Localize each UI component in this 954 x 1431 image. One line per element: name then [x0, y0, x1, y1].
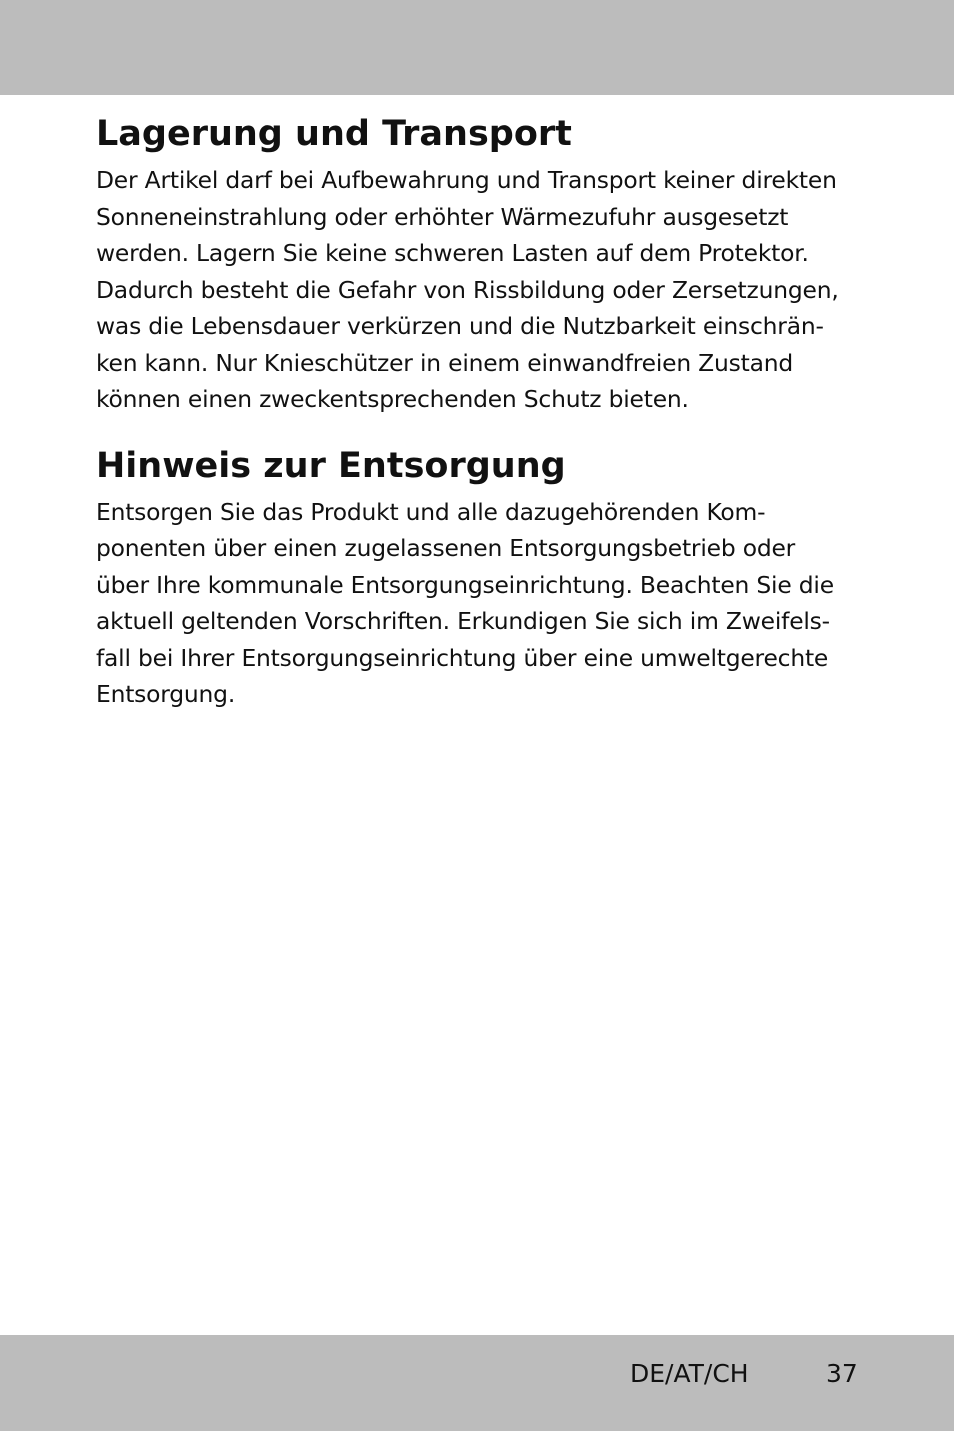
footer-band: [0, 1335, 954, 1431]
section-storage-transport: [96, 112, 876, 418]
body-line: Sonneneinstrahlung oder erhöhter Wärmezufuhr ausgesetzt: [96, 202, 789, 231]
page-number: 37: [826, 1359, 858, 1388]
section-heading: Hinweis zur Entsorgung: [96, 445, 566, 486]
body-line: über Ihre kommunale Entsorgungseinrichtung. Beachten Sie die: [96, 570, 834, 599]
section-body: [96, 162, 876, 418]
section-heading: Lagerung und Transport: [96, 114, 572, 154]
section-disposal: [96, 444, 876, 713]
body-line: was die Lebensdauer verkürzen und die Nutzbarkeit einschrän-: [96, 312, 824, 340]
body-line: Entsorgen Sie das Produkt und alle dazugehörenden Kom-: [96, 497, 766, 526]
section-body: [96, 494, 876, 713]
body-line: werden. Lagern Sie keine schweren Lasten auf dem Protektor.: [96, 239, 809, 267]
body-line: können einen zweckentsprechenden Schutz bieten.: [96, 385, 689, 413]
body-line: Der Artikel darf bei Aufbewahrung und Transport keiner direkten: [96, 166, 837, 194]
body-line: ken kann. Nur Knieschützer in einem einwandfreien Zustand: [96, 348, 793, 377]
body-line: fall bei Ihrer Entsorgungseinrichtung über eine umweltgerechte: [96, 643, 829, 672]
page-content: [96, 112, 876, 713]
body-line: ponenten über einen zugelassenen Entsorgungsbetrieb oder: [96, 534, 796, 562]
body-line: aktuell geltenden Vorschriften. Erkundigen Sie sich im Zweifels-: [96, 607, 830, 635]
footer-locale: DE/AT/CH: [630, 1359, 749, 1388]
body-line: Entsorgung.: [96, 680, 236, 708]
header-band: [0, 0, 954, 95]
body-line: Dadurch besteht die Gefahr von Rissbildung oder Zersetzungen,: [96, 275, 839, 304]
